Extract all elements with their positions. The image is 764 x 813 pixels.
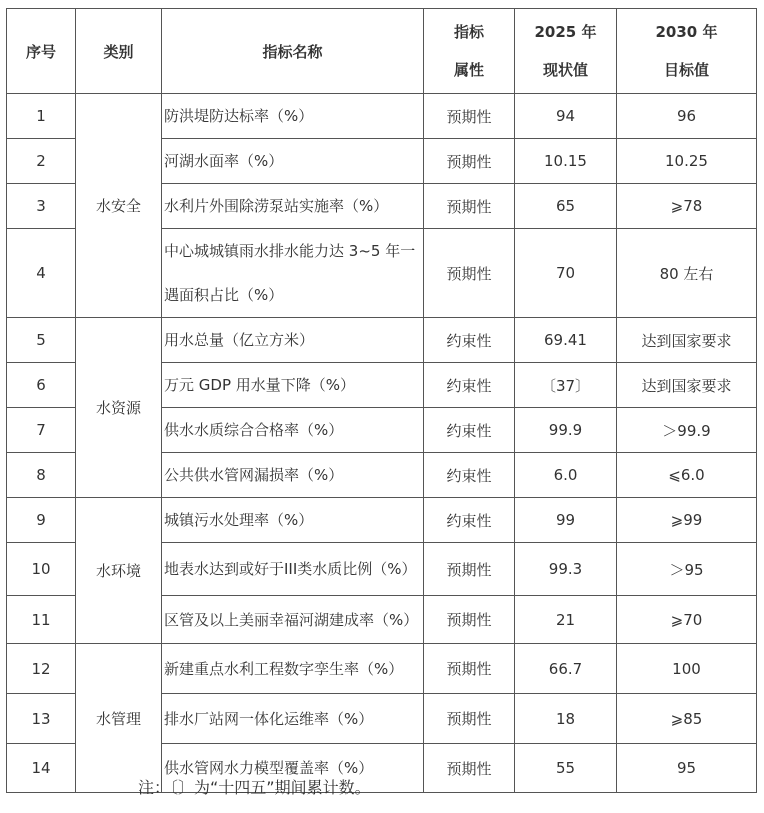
cell-attribute: 预期性 bbox=[424, 139, 515, 184]
cell-seq: 14 bbox=[7, 744, 76, 793]
cell-value-2030: 达到国家要求 bbox=[617, 318, 757, 363]
cell-value-2030: 80 左右 bbox=[617, 229, 757, 318]
table-row bbox=[7, 94, 757, 139]
header-2025-line2: 现状值 bbox=[542, 61, 588, 79]
cell-value-2030: 达到国家要求 bbox=[617, 363, 757, 408]
cell-name: 中心城城镇雨水排水能力达 3~5 年一遇面积占比（%） bbox=[162, 229, 424, 318]
header-row bbox=[7, 9, 757, 94]
cell-seq: 2 bbox=[7, 139, 76, 184]
cell-attribute: 预期性 bbox=[424, 184, 515, 229]
cell-attribute: 约束性 bbox=[424, 408, 515, 453]
cell-value-2025: 69.41 bbox=[515, 318, 617, 363]
cell-category: 水资源 bbox=[76, 318, 162, 498]
cell-attribute: 预期性 bbox=[424, 229, 515, 318]
header-2030-line1: 2030 年 bbox=[655, 23, 718, 41]
cell-value-2025: 65 bbox=[515, 184, 617, 229]
cell-value-2025: 55 bbox=[515, 744, 617, 793]
cell-name: 供水水质综合合格率（%） bbox=[162, 408, 424, 453]
cell-attribute: 约束性 bbox=[424, 363, 515, 408]
table-note: 注：〔〕为“十四五”期间累计数。 bbox=[138, 778, 371, 797]
cell-seq: 5 bbox=[7, 318, 76, 363]
cell-seq: 11 bbox=[7, 596, 76, 644]
cell-seq: 1 bbox=[7, 94, 76, 139]
cell-value-2030: ⩾70 bbox=[617, 596, 757, 644]
cell-category: 水环境 bbox=[76, 498, 162, 644]
cell-attribute: 预期性 bbox=[424, 596, 515, 644]
cell-name: 水利片外围除涝泵站实施率（%） bbox=[162, 184, 424, 229]
cell-value-2025: 18 bbox=[515, 694, 617, 744]
cell-value-2030: 96 bbox=[617, 94, 757, 139]
cell-value-2030: ＞99.9 bbox=[617, 408, 757, 453]
cell-name: 河湖水面率（%） bbox=[162, 139, 424, 184]
table-row bbox=[7, 318, 757, 363]
cell-name: 排水厂站网一体化运维率（%） bbox=[162, 694, 424, 744]
cell-seq: 12 bbox=[7, 644, 76, 694]
cell-value-2025: 6.0 bbox=[515, 453, 617, 498]
cell-category: 水管理 bbox=[76, 644, 162, 793]
cell-category: 水安全 bbox=[76, 94, 162, 318]
cell-value-2030: ⩾99 bbox=[617, 498, 757, 543]
table-body bbox=[7, 94, 757, 793]
cell-seq: 13 bbox=[7, 694, 76, 744]
header-name: 指标名称 bbox=[162, 9, 424, 94]
cell-seq: 3 bbox=[7, 184, 76, 229]
cell-name: 地表水达到或好于III类水质比例（%） bbox=[162, 543, 424, 596]
cell-value-2025: 99 bbox=[515, 498, 617, 543]
cell-value-2025: 21 bbox=[515, 596, 617, 644]
cell-attribute: 预期性 bbox=[424, 694, 515, 744]
header-2030 bbox=[617, 9, 757, 94]
cell-value-2025: 99.3 bbox=[515, 543, 617, 596]
cell-attribute: 预期性 bbox=[424, 543, 515, 596]
cell-attribute: 预期性 bbox=[424, 94, 515, 139]
header-seq: 序号 bbox=[7, 9, 76, 94]
cell-attribute: 约束性 bbox=[424, 453, 515, 498]
header-2030-line2: 目标值 bbox=[663, 61, 709, 79]
table-row bbox=[7, 498, 757, 543]
cell-name: 新建重点水利工程数字孪生率（%） bbox=[162, 644, 424, 694]
cell-attribute: 约束性 bbox=[424, 318, 515, 363]
cell-name: 供水管网水力模型覆盖率（%） bbox=[162, 744, 424, 793]
cell-name: 公共供水管网漏损率（%） bbox=[162, 453, 424, 498]
cell-name: 用水总量（亿立方米） bbox=[162, 318, 424, 363]
header-attribute bbox=[424, 9, 515, 94]
cell-value-2030: 95 bbox=[617, 744, 757, 793]
cell-value-2025: 99.9 bbox=[515, 408, 617, 453]
cell-value-2025: 70 bbox=[515, 229, 617, 318]
cell-seq: 9 bbox=[7, 498, 76, 543]
cell-seq: 4 bbox=[7, 229, 76, 318]
cell-seq: 6 bbox=[7, 363, 76, 408]
cell-value-2025: 10.15 bbox=[515, 139, 617, 184]
cell-value-2030: ⩾85 bbox=[617, 694, 757, 744]
indicator-table bbox=[6, 8, 757, 793]
cell-name: 城镇污水处理率（%） bbox=[162, 498, 424, 543]
cell-value-2025: 94 bbox=[515, 94, 617, 139]
table-row bbox=[7, 644, 757, 694]
cell-name: 防洪堤防达标率（%） bbox=[162, 94, 424, 139]
header-category: 类别 bbox=[76, 9, 162, 94]
cell-seq: 8 bbox=[7, 453, 76, 498]
header-2025-line1: 2025 年 bbox=[534, 23, 597, 41]
cell-attribute: 约束性 bbox=[424, 498, 515, 543]
cell-attribute: 预期性 bbox=[424, 644, 515, 694]
cell-value-2030: ⩽6.0 bbox=[617, 453, 757, 498]
header-attribute-line2: 属性 bbox=[453, 61, 484, 79]
header-attribute-line1: 指标 bbox=[453, 23, 484, 41]
cell-name: 万元 GDP 用水量下降（%） bbox=[162, 363, 424, 408]
cell-seq: 10 bbox=[7, 543, 76, 596]
cell-value-2030: ＞95 bbox=[617, 543, 757, 596]
header-2025 bbox=[515, 9, 617, 94]
cell-name: 区管及以上美丽幸福河湖建成率（%） bbox=[162, 596, 424, 644]
cell-value-2030: 100 bbox=[617, 644, 757, 694]
cell-seq: 7 bbox=[7, 408, 76, 453]
cell-attribute: 预期性 bbox=[424, 744, 515, 793]
cell-value-2030: ⩾78 bbox=[617, 184, 757, 229]
cell-value-2025: 66.7 bbox=[515, 644, 617, 694]
cell-value-2025: 〔37〕 bbox=[515, 363, 617, 408]
cell-value-2030: 10.25 bbox=[617, 139, 757, 184]
